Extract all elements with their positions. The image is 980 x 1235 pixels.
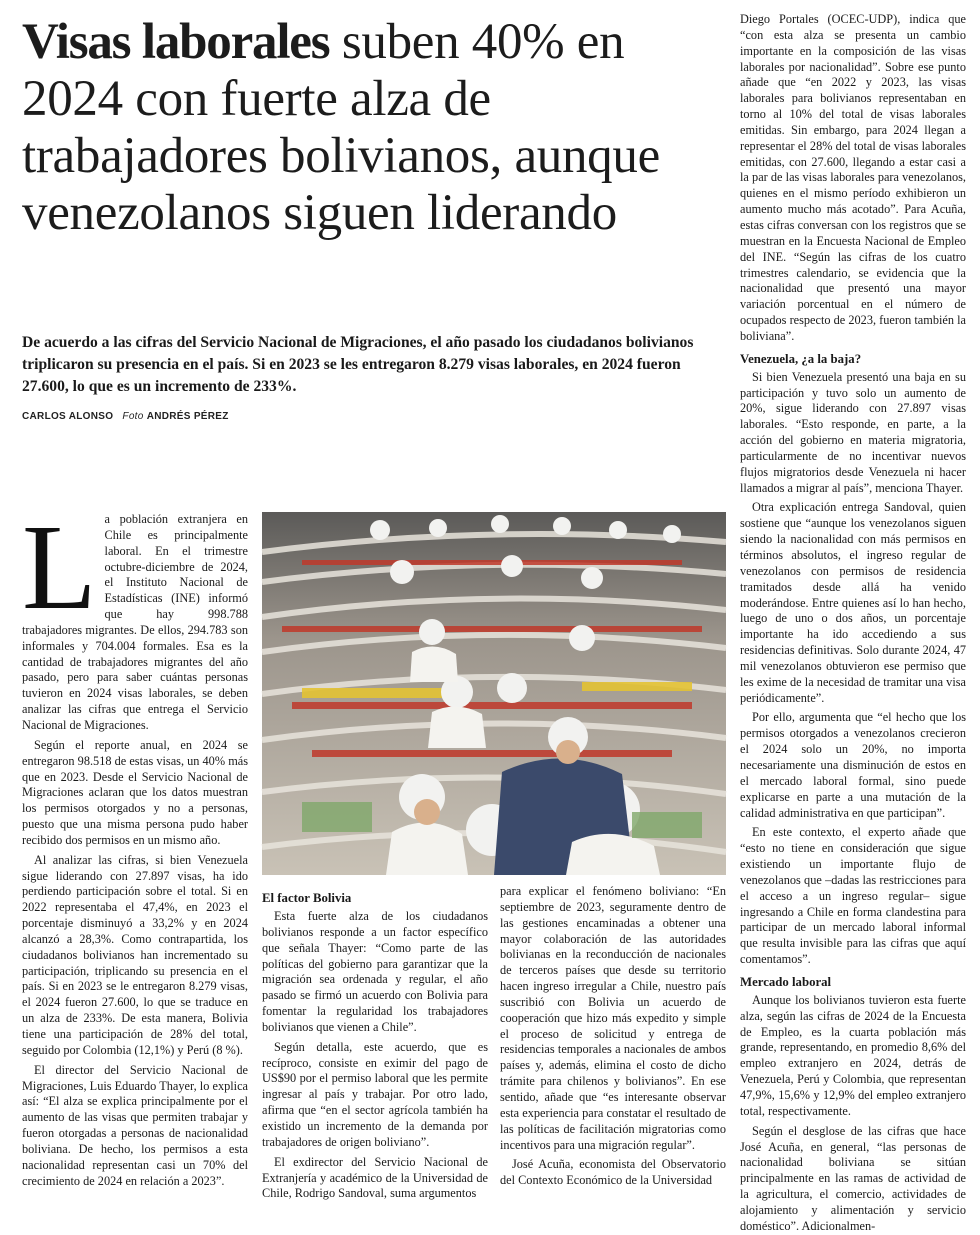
headline [22, 14, 722, 242]
left-paragraph-4: El director del Servicio Nacional de Migraciones, Luis Eduardo Thayer, lo explica así: “El alza se explica principalmente por el aumento de las visas que permiten trabajar y fueron otorgadas a personas de nacionalidad boliviana. De hecho, los permisos a esta nacionalidad representan casi un 70% del crecimiento de 2024 en relación a 2023”. [22, 1062, 248, 1188]
column-middle-2 [500, 884, 726, 1189]
drop-cap: L [22, 500, 97, 635]
byline-photographer: ANDRÉS PÉREZ [146, 411, 229, 422]
mid2-paragraph-1: para explicar el fenómeno boliviano: “En septiembre de 2023, seguramente dentro de las gestiones encaminadas a obtener una mayor colaboración de las autoridades bolivianas en la reconducción de nacionales de terceros países que desde su territorio hacen ingreso irregular a Chile, nuestro país suscribió con Bolivia un acuerdo de cooperación que hizo más expedito y simple el proceso de solicitud y entrega de residencias temporales a nacionales de ambos países y, además, elimina el costo de dicho trámite para chilenos y bolivianos”. En ese sentido, añade que “es interesante observar esta experiencia para constatar el resultado de las políticas de facilitación migratorias como incentivos para una migración regular”. [500, 884, 726, 1152]
right-paragraph-6: Aunque los bolivianos tuvieron esta fuerte alza, según las cifras de 2024 de la Encuesta de Empleo, es la cuarta población más grande, representando, en promedio 8,6% del empleo extranjero en 2024, detrás de Venezuela, Perú y Colombia, que representan 47,9%, 15,6% y 12,9% del empleo extranjero total, respectivamente. [740, 992, 966, 1118]
column-right [740, 12, 966, 1233]
byline-author: CARLOS ALONSO [22, 411, 114, 422]
byline [22, 411, 229, 422]
byline-foto-label: Foto [122, 411, 144, 422]
lede: De acuerdo a las cifras del Servicio Nacional de Migraciones, el año pasado los ciudadanos bolivianos triplicaron su presencia en el país. Si en 2023 se les entregaron 8.279 visas laborales, en 2024 fueron 27.600, lo que es un incremento de 233%. [22, 334, 694, 395]
mid1-paragraph-2: Según detalla, este acuerdo, que es recíproco, consiste en eximir del pago de US$90 por el permiso laboral que les permite ingresar al país y trabajar. Por otro lado, afirma que “en el sector agrícola también ha existido un incremento de la demanda por trabajadores de origen boliviano”. [262, 1039, 488, 1149]
right-paragraph-3: Otra explicación entrega Sandoval, quien sostiene que “aunque los venezolanos siguen siendo la nacionalidad con más permisos en términos absolutos, el ingreso regular de venezolanos con permisos de residencia tramitados desde allá ha venido moderándose. Entre quienes así lo han hecho, luego de uno o dos años, un porcentaje importante ha ido accediendo a sus residencias definitivas. Solo durante 2024, 47 mil venezolanos obtuvieron ese permiso que les exime de la necesidad de tramitar una visa periódicamente”. [740, 500, 966, 705]
right-paragraph-2: Si bien Venezuela presentó una baja en su participación y tuvo solo un aumento de 20%, sigue liderando con 27.897 visas laborales. “Esto responde, en parte, a la acción del gobierno en materia migratoria, particularmente de no incentivar nuevos flujos migratorios desde Venezuela ni hacer llamados a migrar al país”, menciona Thayer. [740, 369, 966, 495]
subhead-venezuela: Venezuela, ¿a la baja? [740, 351, 862, 366]
mid1-paragraph-1: Esta fuerte alza de los ciudadanos bolivianos responde a un factor específico que señala Thayer: “Como parte de las políticas del gobierno para garantizar que la migración sea ordenada y regular, el año pasado se firmó un acuerdo con Bolivia para fomentar la regularidad los trabajadores bolivianos que vienen a Chile”. [262, 909, 488, 1034]
right-paragraph-7: Según el desglose de las cifras que hace José Acuña, en general, “las personas de nacionalidad boliviana se sitúan principalmente en las ramas de actividad de la agricultura, el comercio, actividades de alojamiento y alimentación y servicio doméstico”. Adicionalmen- [740, 1123, 966, 1233]
headline-rest: suben 40% en 2024 con fuerte alza de trabajadores bolivianos, aunque venezolanos siguen liderando [22, 14, 660, 241]
column-left [22, 500, 248, 1188]
left-paragraph-1: a población extranjera en Chile es principalmente laboral. En el trimestre octubre-diciembre de 2024, el Instituto Nacional de Estadísticas (INE) informó que hay 998.788 trabajadores migrantes. De ellos, 294.783 son informales y 704.004 formales. Esa es la cantidad de trabajadores migrantes del año pasado, pero para saber cuántas personas tuvieron en 2024 visas laborales, se deben analizar las cifras que entrega el Servicio Nacional de Migraciones. [22, 512, 248, 732]
right-paragraph-5: En este contexto, el experto añade que “esto no tiene en consideración que sigue existiendo un importante flujo de venezolanos que –dadas las restricciones para el acceso a un ingreso regular– sigue ingresando a Chile en forma clandestina para participar de un mercado laboral informal que resulta invisible para las cifras que aquí comentamos”. [740, 825, 966, 967]
left-paragraph-2: Según el reporte anual, en 2024 se entregaron 98.518 de estas visas, un 40% más que en 2023. Desde el Servicio Nacional de Migraciones aclaran que los datos muestran los permisos otorgados y no a personas, puesto que una misma persona pudo haber recibido dos permisos en un mismo año. [22, 737, 248, 847]
right-paragraph-1: Diego Portales (OCEC-UDP), indica que “con esta alza se presenta un cambio importante en la composición de las visas laborales por nacionalidad”. Sobre ese punto añade que “en 2022 y 2023, las visas laborales para bolivianos representaban en torno al 10% del total de visas laborales emitidas. Sin embargo, para 2024 llegan a representar el 28% del total de visas laborales emitidas, con 27.600, llegando a estar casi a la par de las visas laborales para venezolanos, quienes en el mismo período exhibieron un aumento mucho más acotado”. Para Acuña, estas cifras conversan con los registros que se muestran en la Encuesta Nacional de Empleo del INE. “Según las cifras de los cuatro trimestres calendario, se evidencia que la nacionalidad que presentó una mayor variación porcentual en el número de ocupados respecto de 2023, fueron también la boliviana”. [740, 12, 966, 343]
subhead-mercado-laboral: Mercado laboral [740, 974, 832, 989]
left-paragraph-3: Al analizar las cifras, si bien Venezuela sigue liderando con 27.897 visas, ha ido perdiendo participación sobre el total. Si en 2022 representaba el 47,4%, en 2023 el porcentaje disminuyó a 33,2% y en 2024 alcanzó a 28,3%. Como contrapartida, los ciudadanos bolivianos han incrementado su participación, triplicando su presencia en el país. Si en 2023 se le entregaron 8.279 visas, el 2024 fueron 27.600, lo que se traduce en un alza de 233%. De esta manera, Bolivia tiene una participación de 28% del total, seguido por Colombia (12,1%) y Perú (8 %). [22, 852, 248, 1057]
mid2-paragraph-2: José Acuña, economista del Observatorio del Contexto Económico de la Universidad [500, 1157, 726, 1188]
column-middle-1 [262, 884, 488, 1201]
packing-line-workers-photo [262, 512, 726, 875]
subhead-factor-bolivia: El factor Bolivia [262, 891, 352, 905]
mid1-paragraph-3: El exdirector del Servicio Nacional de Extranjería y académico de la Universidad de Chile, Rodrigo Sandoval, suma argumentos [262, 1154, 488, 1201]
headline-bold: Visas laborales [22, 14, 330, 70]
right-paragraph-4: Por ello, argumenta que “el hecho que los permisos otorgados a venezolanos crecieron el 2024 solo un 20%, no importa necesariamente una disminución de estos en el mercado laboral formal, sino puede explicarse en parte a una mutación de la calidad administrativa en que participan”. [740, 710, 966, 820]
